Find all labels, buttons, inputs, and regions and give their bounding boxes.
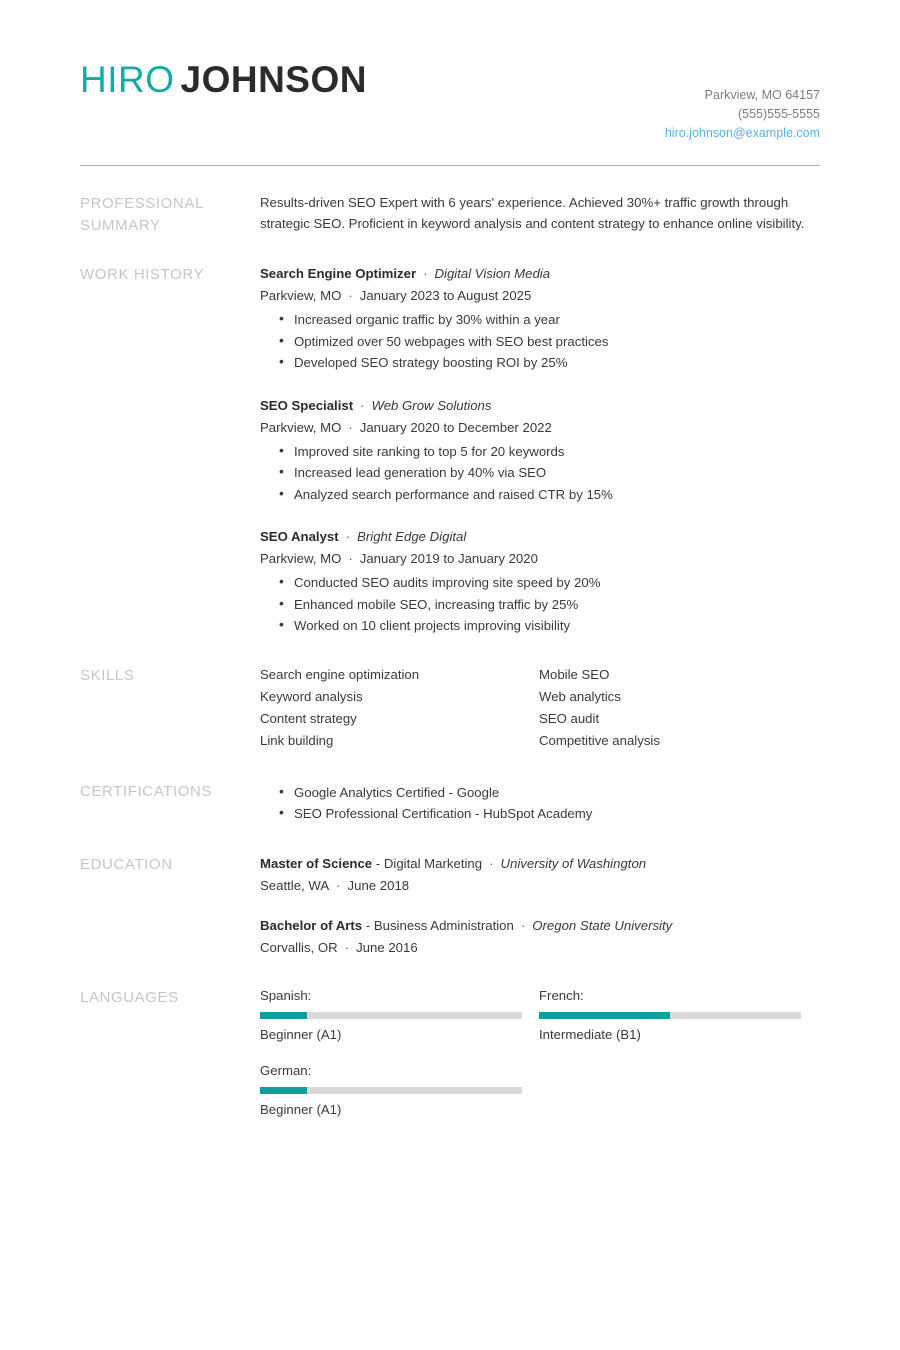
language-level: Intermediate (B1): [539, 1026, 641, 1042]
job-title: SEO Analyst: [260, 529, 339, 544]
skill-item: Search engine optimization: [260, 666, 420, 682]
job-company: Bright Edge Digital: [357, 529, 467, 544]
language-grid-spacer: [539, 1061, 818, 1120]
job-title-line: [260, 526, 820, 548]
section-skills: [80, 664, 820, 753]
work-history-entry: [260, 526, 820, 637]
languages-grid: [260, 986, 820, 1136]
education-location: Seattle, WA: [260, 877, 330, 893]
skill-item: SEO audit: [539, 711, 600, 727]
job-location: Parkview, MO: [260, 419, 342, 435]
language-level: Beginner (A1): [260, 1101, 342, 1117]
education-list: [260, 853, 820, 959]
language-name: German:: [260, 1062, 312, 1078]
certification-item: • SEO Professional Certification - HubSpot Academy: [260, 803, 820, 825]
job-title: SEO Specialist: [260, 397, 354, 413]
education-degree: Bachelor of Arts: [260, 917, 363, 933]
education-field: - Digital Marketing: [375, 855, 483, 871]
education-degree-line: [260, 853, 820, 875]
section-label-summary: PROFESSIONAL SUMMARY: [80, 195, 204, 234]
contact-info: [665, 58, 820, 143]
education-location: Corvallis, OR: [260, 939, 338, 955]
job-location: Parkview, MO: [260, 288, 342, 303]
education-entry: [260, 853, 820, 897]
certification-item: • Google Analytics Certified - Google: [260, 782, 820, 804]
language-item: [260, 1061, 539, 1120]
job-bullet: • Worked on 10 client projects improving visibility: [260, 615, 820, 637]
education-entry: [260, 915, 820, 959]
separator-dot: ·: [348, 551, 353, 566]
skills-grid: [260, 664, 820, 753]
contact-phone: (555)555-5555: [737, 107, 820, 121]
skills-column-left: [260, 664, 539, 753]
language-proficiency-bar: [260, 1087, 522, 1094]
contact-email-link[interactable]: hiro.johnson@example.com: [664, 126, 820, 140]
job-company: Web Grow Solutions: [371, 397, 492, 413]
language-level: Beginner (A1): [260, 1026, 342, 1042]
job-bullet: • Developed SEO strategy boosting ROI by 25%: [260, 352, 820, 374]
language-proficiency-fill: [539, 1012, 670, 1019]
language-proficiency-fill: [260, 1087, 307, 1094]
separator-dot: ·: [489, 855, 494, 871]
job-bullet: • Enhanced mobile SEO, increasing traffic by 25%: [260, 594, 820, 616]
work-history-entry: [260, 395, 820, 506]
skill-item: Mobile SEO: [539, 666, 610, 682]
job-bullet-list: [260, 572, 820, 637]
separator-dot: ·: [360, 397, 365, 413]
job-bullet: • Increased lead generation by 40% via SEO: [260, 462, 820, 484]
job-bullet-list: [260, 309, 820, 374]
certifications-list: [260, 782, 820, 825]
section-label-skills: SKILLS: [80, 666, 135, 684]
separator-dot: ·: [520, 917, 526, 933]
language-item: [260, 986, 539, 1045]
section-education: [80, 853, 820, 959]
skill-item: Content strategy: [260, 711, 357, 727]
separator-dot: ·: [336, 877, 341, 893]
job-bullet: • Analyzed search performance and raised CTR by 15%: [260, 484, 820, 506]
section-work-history: [80, 263, 820, 637]
section-label-certifications: CERTIFICATIONS: [80, 782, 213, 800]
separator-dot: ·: [344, 939, 350, 955]
education-meta-line: [260, 937, 820, 959]
education-degree-line: [260, 915, 820, 937]
section-label-languages: LANGUAGES: [80, 988, 179, 1006]
education-field: - Business Administration: [365, 917, 514, 933]
last-name: JOHNSON: [180, 59, 367, 100]
education-date: June 2018: [347, 877, 410, 893]
job-dates: January 2020 to December 2022: [359, 419, 552, 435]
section-languages: [80, 986, 820, 1136]
separator-dot: ·: [348, 288, 353, 303]
job-bullet: • Optimized over 50 webpages with SEO best practices: [260, 331, 820, 353]
education-meta-line: [260, 875, 820, 897]
job-company: Digital Vision Media: [434, 266, 551, 281]
job-meta-line: [260, 548, 820, 570]
section-label-education: EDUCATION: [80, 855, 173, 873]
education-school: University of Washington: [500, 855, 647, 871]
work-history-entry: [260, 263, 820, 374]
skill-item: Web analytics: [539, 688, 621, 704]
education-date: June 2016: [356, 939, 418, 955]
resume-header: [80, 0, 820, 143]
job-title-line: [260, 395, 820, 417]
header-divider: [80, 165, 820, 166]
first-name: HIRO: [80, 59, 175, 100]
language-proficiency-bar: [260, 1012, 522, 1019]
candidate-name: [80, 58, 367, 102]
skill-item: Competitive analysis: [539, 733, 660, 749]
job-dates: January 2019 to January 2020: [359, 551, 538, 566]
section-professional-summary: [80, 192, 820, 237]
language-proficiency-fill: [260, 1012, 307, 1019]
language-name: Spanish:: [260, 987, 312, 1003]
language-name: French:: [539, 987, 584, 1003]
work-history-list: [260, 263, 820, 637]
education-school: Oregon State University: [532, 917, 673, 933]
summary-text: Results-driven SEO Expert with 6 years' experience. Achieved 30%+ traffic growth through strategic SEO. Proficient in keyword analysis and content strategy to enhance online visibility.: [260, 195, 805, 231]
separator-dot: ·: [423, 266, 428, 281]
job-meta-line: [260, 417, 820, 439]
job-title-line: [260, 263, 820, 285]
skills-column-right: [539, 664, 818, 753]
separator-dot: ·: [345, 529, 351, 544]
section-certifications: [80, 780, 820, 825]
job-title: Search Engine Optimizer: [260, 266, 417, 281]
language-proficiency-bar: [539, 1012, 801, 1019]
job-dates: January 2023 to August 2025: [359, 288, 532, 303]
job-meta-line: [260, 285, 820, 307]
contact-location: Parkview, MO 64157: [704, 88, 820, 102]
language-item: [539, 986, 818, 1045]
education-degree: Master of Science: [260, 855, 373, 871]
job-location: Parkview, MO: [260, 551, 342, 566]
job-bullet: • Improved site ranking to top 5 for 20 keywords: [260, 441, 820, 463]
job-bullet-list: [260, 441, 820, 506]
skill-item: Link building: [260, 733, 334, 749]
section-label-work-history: WORK HISTORY: [80, 266, 205, 283]
job-bullet: • Conducted SEO audits improving site speed by 20%: [260, 572, 820, 594]
job-bullet: • Increased organic traffic by 30% within a year: [260, 309, 820, 331]
separator-dot: ·: [348, 419, 353, 435]
skill-item: Keyword analysis: [260, 688, 363, 704]
